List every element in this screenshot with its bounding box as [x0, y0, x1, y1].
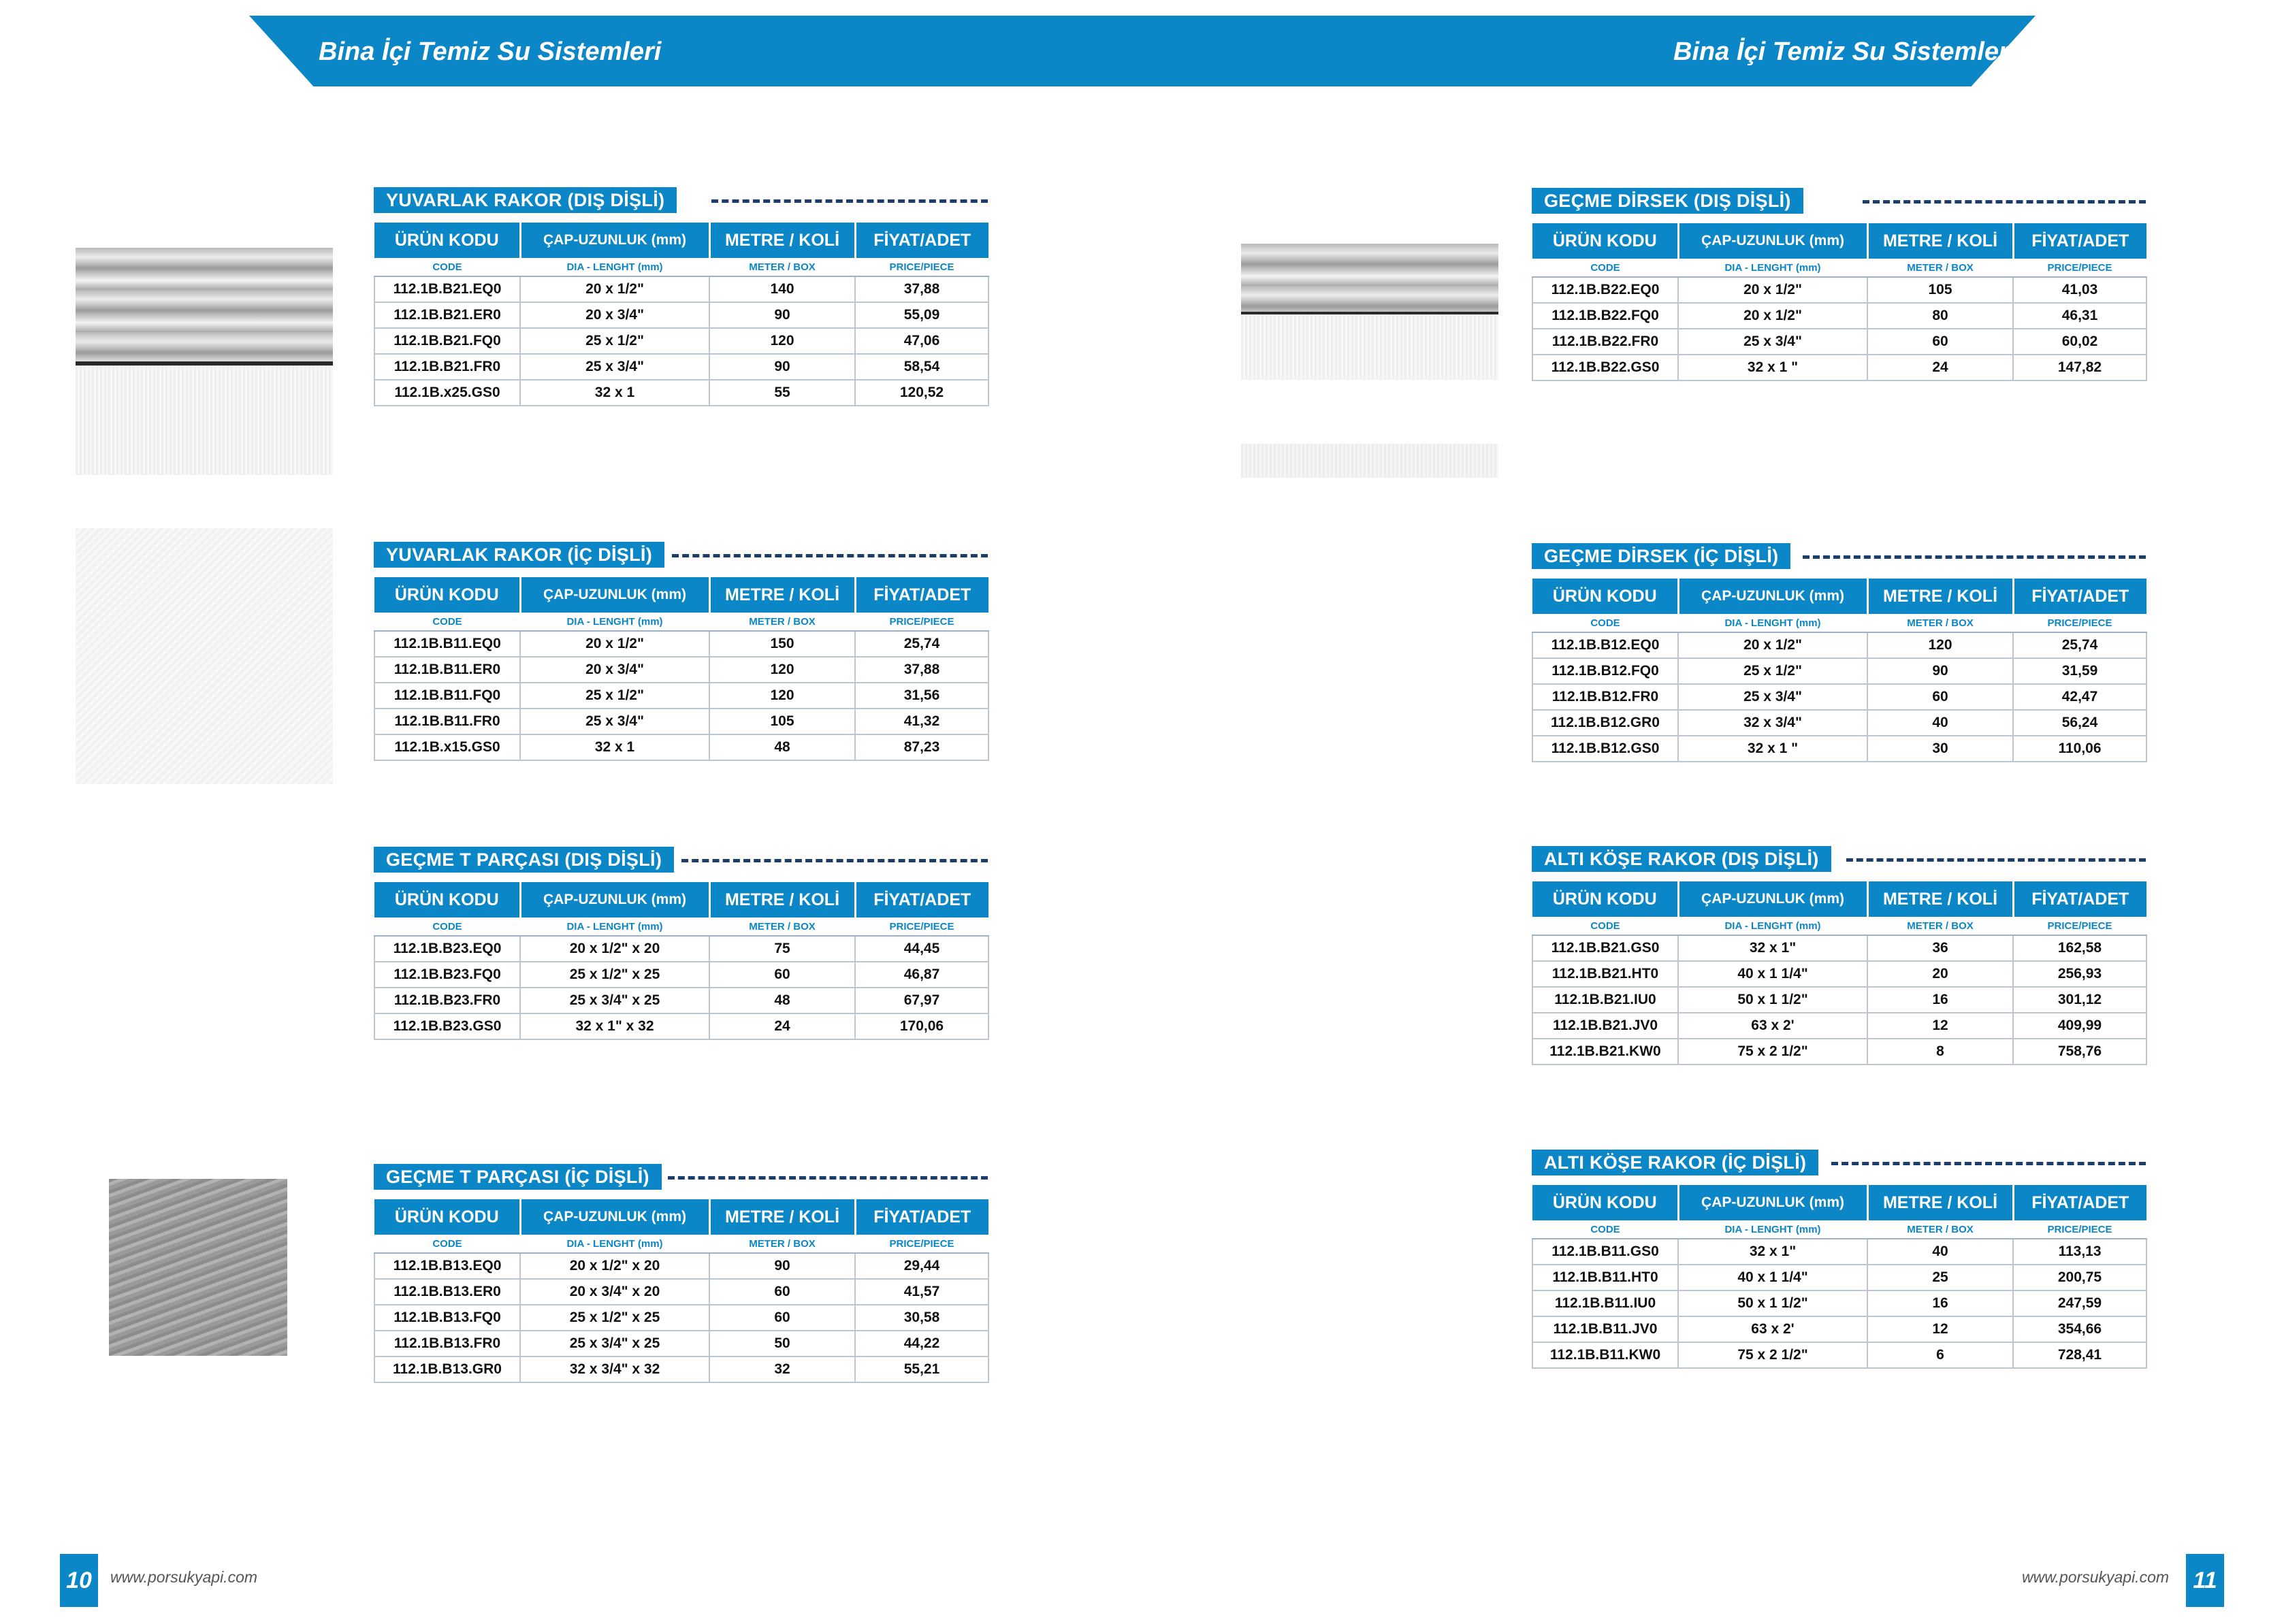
cell-product-code: 112.1B.B11.ER0: [374, 657, 520, 683]
cell-meter-box: 60: [1867, 329, 2013, 355]
cell-price: 60,02: [2013, 329, 2146, 355]
header-price: FİYAT/ADET: [2013, 223, 2146, 259]
cell-price: 37,88: [855, 276, 988, 302]
product-table: [374, 882, 989, 1040]
cell-product-code: 112.1B.B13.GR0: [374, 1357, 520, 1382]
cell-price: 46,87: [855, 962, 988, 988]
cell-price: 44,45: [855, 936, 988, 962]
cell-price: 170,06: [855, 1013, 988, 1039]
cell-product-code: 112.1B.B22.FR0: [1532, 329, 1678, 355]
header-diameter-length: ÇAP-UZUNLUK (mm): [520, 882, 709, 917]
product-section: [1532, 188, 2146, 381]
section-title: YUVARLAK RAKOR (DIŞ DİŞLİ): [374, 187, 677, 213]
cell-meter-box: 90: [709, 354, 855, 380]
cell-meter-box: 75: [709, 936, 855, 962]
table-row: [374, 683, 988, 709]
cell-meter-box: 120: [1867, 632, 2013, 658]
subheader-price-piece: PRICE/PIECE: [2013, 1220, 2146, 1239]
header-title-left: Bina İçi Temiz Su Sistemleri: [319, 37, 662, 66]
table-row: [374, 1013, 988, 1039]
cell-price: 409,99: [2013, 1013, 2146, 1039]
cell-meter-box: 150: [709, 631, 855, 657]
subheader-meter-box: METER / BOX: [1867, 259, 2013, 277]
header-diameter-length: ÇAP-UZUNLUK (mm): [520, 577, 709, 613]
section-divider: [711, 199, 988, 203]
header-product-code: ÜRÜN KODU: [1532, 579, 1678, 614]
cell-meter-box: 60: [709, 962, 855, 988]
cell-diameter-length: 25 x 1/2": [520, 683, 709, 709]
subheader-code: CODE: [374, 917, 520, 936]
page-number-left: 10: [60, 1554, 98, 1607]
table-row: [374, 1331, 988, 1357]
cell-meter-box: 48: [709, 734, 855, 760]
table-row: [374, 354, 988, 380]
cell-price: 37,88: [855, 657, 988, 683]
header-product-code: ÜRÜN KODU: [374, 1199, 520, 1235]
header-price: FİYAT/ADET: [2013, 881, 2146, 917]
header-diameter-length: ÇAP-UZUNLUK (mm): [1678, 579, 1867, 614]
table-row: [374, 709, 988, 734]
cell-price: 728,41: [2013, 1342, 2146, 1368]
cell-meter-box: 120: [709, 683, 855, 709]
table-row: [1532, 632, 2146, 658]
header-diameter-length: ÇAP-UZUNLUK (mm): [520, 1199, 709, 1235]
cell-product-code: 112.1B.B21.HT0: [1532, 961, 1678, 987]
cell-diameter-length: 25 x 3/4": [1678, 684, 1867, 710]
header-product-code: ÜRÜN KODU: [1532, 1185, 1678, 1220]
cell-meter-box: 90: [709, 1253, 855, 1279]
product-section: [374, 847, 988, 1040]
cell-price: 41,57: [855, 1279, 988, 1305]
header-meter-box: METRE / KOLİ: [709, 223, 855, 258]
product-image-yuvarlak-rakor-ic: [76, 528, 333, 784]
subheader-code: CODE: [374, 258, 520, 276]
subheader-dia-length: DIA - LENGHT (mm): [1678, 1220, 1867, 1239]
table-row: [1532, 1239, 2146, 1265]
cell-meter-box: 30: [1867, 736, 2013, 762]
cell-diameter-length: 32 x 1" x 32: [520, 1013, 709, 1039]
cell-product-code: 112.1B.B12.FQ0: [1532, 658, 1678, 684]
header-price: FİYAT/ADET: [855, 882, 988, 917]
section-title: ALTI KÖŞE RAKOR (DIŞ DİŞLİ): [1532, 846, 1831, 872]
cell-diameter-length: 25 x 1/2": [520, 328, 709, 354]
cell-meter-box: 16: [1867, 987, 2013, 1013]
cell-product-code: 112.1B.B21.EQ0: [374, 276, 520, 302]
cell-price: 147,82: [2013, 355, 2146, 380]
page-number-right: 11: [2186, 1554, 2224, 1607]
cell-meter-box: 90: [709, 302, 855, 328]
cell-meter-box: 25: [1867, 1265, 2013, 1290]
header-product-code: ÜRÜN KODU: [374, 577, 520, 613]
cell-diameter-length: 50 x 1 1/2": [1678, 987, 1867, 1013]
cell-diameter-length: 75 x 2 1/2": [1678, 1342, 1867, 1368]
cell-meter-box: 32: [709, 1357, 855, 1382]
section-divider: [1803, 555, 2146, 559]
cell-product-code: 112.1B.x25.GS0: [374, 380, 520, 406]
header-meter-box: METRE / KOLİ: [1867, 1185, 2013, 1220]
cell-diameter-length: 25 x 1/2" x 25: [520, 1305, 709, 1331]
table-row: [374, 936, 988, 962]
subheader-price-piece: PRICE/PIECE: [855, 258, 988, 276]
header-diameter-length: ÇAP-UZUNLUK (mm): [1678, 223, 1867, 259]
cell-product-code: 112.1B.B22.FQ0: [1532, 303, 1678, 329]
header-price: FİYAT/ADET: [855, 223, 988, 258]
table-row: [374, 631, 988, 657]
cell-product-code: 112.1B.B13.FQ0: [374, 1305, 520, 1331]
cell-diameter-length: 20 x 1/2" x 20: [520, 936, 709, 962]
subheader-code: CODE: [1532, 259, 1678, 277]
cell-diameter-length: 32 x 3/4": [1678, 710, 1867, 736]
subheader-price-piece: PRICE/PIECE: [2013, 259, 2146, 277]
product-table: [1532, 881, 2147, 1065]
subheader-meter-box: METER / BOX: [1867, 1220, 2013, 1239]
table-row: [1532, 1316, 2146, 1342]
cell-diameter-length: 32 x 1": [1678, 935, 1867, 961]
product-table: [1532, 223, 2147, 381]
cell-price: 113,13: [2013, 1239, 2146, 1265]
product-table: [374, 223, 989, 406]
cell-price: 41,32: [855, 709, 988, 734]
cell-product-code: 112.1B.B11.KW0: [1532, 1342, 1678, 1368]
subheader-meter-box: METER / BOX: [709, 258, 855, 276]
table-row: [1532, 303, 2146, 329]
cell-price: 47,06: [855, 328, 988, 354]
section-title: GEÇME DİRSEK (DIŞ DİŞLİ): [1532, 188, 1803, 214]
section-title: GEÇME T PARÇASI (DIŞ DİŞLİ): [374, 847, 674, 873]
header-diameter-length: ÇAP-UZUNLUK (mm): [1678, 1185, 1867, 1220]
product-image-strip: [1241, 444, 1498, 478]
cell-diameter-length: 32 x 1": [1678, 1239, 1867, 1265]
header-product-code: ÜRÜN KODU: [374, 882, 520, 917]
cell-price: 162,58: [2013, 935, 2146, 961]
cell-product-code: 112.1B.B11.EQ0: [374, 631, 520, 657]
product-section: [374, 1164, 988, 1383]
cell-product-code: 112.1B.B11.IU0: [1532, 1290, 1678, 1316]
cell-meter-box: 16: [1867, 1290, 2013, 1316]
cell-product-code: 112.1B.B11.FQ0: [374, 683, 520, 709]
cell-diameter-length: 25 x 1/2": [1678, 658, 1867, 684]
cell-price: 31,56: [855, 683, 988, 709]
cell-meter-box: 24: [1867, 355, 2013, 380]
cell-price: 42,47: [2013, 684, 2146, 710]
header-product-code: ÜRÜN KODU: [374, 223, 520, 258]
cell-diameter-length: 20 x 3/4" x 20: [520, 1279, 709, 1305]
cell-product-code: 112.1B.B22.EQ0: [1532, 277, 1678, 303]
cell-meter-box: 50: [709, 1331, 855, 1357]
cell-diameter-length: 25 x 3/4": [520, 709, 709, 734]
cell-price: 30,58: [855, 1305, 988, 1331]
header-price: FİYAT/ADET: [2013, 1185, 2146, 1220]
table-row: [1532, 684, 2146, 710]
cell-product-code: 112.1B.B13.EQ0: [374, 1253, 520, 1279]
product-section: [374, 542, 988, 761]
cell-diameter-length: 25 x 3/4" x 25: [520, 1331, 709, 1357]
header-meter-box: METRE / KOLİ: [709, 882, 855, 917]
product-image-gecme-t-ic: [109, 1179, 287, 1356]
header-price: FİYAT/ADET: [2013, 579, 2146, 614]
cell-product-code: 112.1B.B23.EQ0: [374, 936, 520, 962]
cell-price: 31,59: [2013, 658, 2146, 684]
cell-price: 354,66: [2013, 1316, 2146, 1342]
cell-product-code: 112.1B.B12.FR0: [1532, 684, 1678, 710]
cell-product-code: 112.1B.B12.GR0: [1532, 710, 1678, 736]
table-row: [374, 328, 988, 354]
cell-product-code: 112.1B.B11.FR0: [374, 709, 520, 734]
cell-meter-box: 36: [1867, 935, 2013, 961]
cell-product-code: 112.1B.B13.ER0: [374, 1279, 520, 1305]
cell-meter-box: 48: [709, 988, 855, 1013]
cell-diameter-length: 32 x 1: [520, 734, 709, 760]
cell-product-code: 112.1B.B21.FQ0: [374, 328, 520, 354]
subheader-meter-box: METER / BOX: [709, 613, 855, 631]
table-row: [1532, 710, 2146, 736]
subheader-code: CODE: [1532, 1220, 1678, 1239]
cell-meter-box: 8: [1867, 1039, 2013, 1065]
section-divider: [668, 1176, 988, 1180]
header-price: FİYAT/ADET: [855, 1199, 988, 1235]
cell-diameter-length: 25 x 3/4" x 25: [520, 988, 709, 1013]
cell-product-code: 112.1B.B11.HT0: [1532, 1265, 1678, 1290]
subheader-code: CODE: [374, 613, 520, 631]
cell-diameter-length: 20 x 1/2": [520, 276, 709, 302]
table-row: [374, 380, 988, 406]
cell-diameter-length: 20 x 1/2" x 20: [520, 1253, 709, 1279]
subheader-price-piece: PRICE/PIECE: [855, 1235, 988, 1253]
header-title-right: Bina İçi Temiz Su Sistemleri: [1673, 37, 2016, 66]
cell-diameter-length: 25 x 3/4": [1678, 329, 1867, 355]
cell-product-code: 112.1B.B23.FR0: [374, 988, 520, 1013]
section-title: GEÇME T PARÇASI (İÇ DİŞLİ): [374, 1164, 662, 1190]
header-meter-box: METRE / KOLİ: [1867, 223, 2013, 259]
cell-diameter-length: 40 x 1 1/4": [1678, 961, 1867, 987]
cell-diameter-length: 20 x 1/2": [1678, 632, 1867, 658]
cell-price: 110,06: [2013, 736, 2146, 762]
header-product-code: ÜRÜN KODU: [1532, 223, 1678, 259]
cell-product-code: 112.1B.B21.KW0: [1532, 1039, 1678, 1065]
subheader-dia-length: DIA - LENGHT (mm): [520, 613, 709, 631]
cell-product-code: 112.1B.B23.GS0: [374, 1013, 520, 1039]
section-title: ALTI KÖŞE RAKOR (İÇ DİŞLİ): [1532, 1150, 1818, 1175]
table-row: [1532, 277, 2146, 303]
table-row: [374, 734, 988, 760]
cell-price: 55,09: [855, 302, 988, 328]
product-image-yuvarlak-rakor-dis: [76, 248, 333, 475]
section-divider: [1863, 200, 2146, 204]
section-divider: [1831, 1162, 2146, 1165]
cell-product-code: 112.1B.B12.GS0: [1532, 736, 1678, 762]
product-section: [1532, 543, 2146, 762]
cell-meter-box: 12: [1867, 1316, 2013, 1342]
table-row: [374, 657, 988, 683]
cell-diameter-length: 25 x 1/2" x 25: [520, 962, 709, 988]
cell-meter-box: 60: [1867, 684, 2013, 710]
cell-price: 120,52: [855, 380, 988, 406]
table-row: [1532, 987, 2146, 1013]
cell-price: 87,23: [855, 734, 988, 760]
header-meter-box: METRE / KOLİ: [709, 577, 855, 613]
cell-price: 200,75: [2013, 1265, 2146, 1290]
table-row: [1532, 1013, 2146, 1039]
cell-meter-box: 40: [1867, 1239, 2013, 1265]
cell-product-code: 112.1B.B11.JV0: [1532, 1316, 1678, 1342]
header-meter-box: METRE / KOLİ: [1867, 881, 2013, 917]
cell-diameter-length: 75 x 2 1/2": [1678, 1039, 1867, 1065]
cell-diameter-length: 32 x 1 ": [1678, 355, 1867, 380]
cell-price: 247,59: [2013, 1290, 2146, 1316]
website-left: www.porsukyapi.com: [110, 1568, 258, 1586]
subheader-code: CODE: [1532, 917, 1678, 935]
subheader-dia-length: DIA - LENGHT (mm): [1678, 259, 1867, 277]
subheader-meter-box: METER / BOX: [1867, 614, 2013, 632]
header-price: FİYAT/ADET: [855, 577, 988, 613]
product-table: [374, 1199, 989, 1383]
subheader-meter-box: METER / BOX: [709, 1235, 855, 1253]
header-diameter-length: ÇAP-UZUNLUK (mm): [520, 223, 709, 258]
subheader-price-piece: PRICE/PIECE: [855, 917, 988, 936]
product-table: [374, 577, 989, 761]
subheader-code: CODE: [1532, 614, 1678, 632]
header-product-code: ÜRÜN KODU: [1532, 881, 1678, 917]
table-row: [1532, 658, 2146, 684]
cell-diameter-length: 50 x 1 1/2": [1678, 1290, 1867, 1316]
subheader-meter-box: METER / BOX: [1867, 917, 2013, 935]
header-meter-box: METRE / KOLİ: [1867, 579, 2013, 614]
website-right: www.porsukyapi.com: [2022, 1568, 2170, 1586]
cell-product-code: 112.1B.B21.ER0: [374, 302, 520, 328]
table-row: [374, 276, 988, 302]
cell-product-code: 112.1B.x15.GS0: [374, 734, 520, 760]
product-image-gecme-dirsek-dis: [1241, 244, 1498, 380]
cell-meter-box: 105: [709, 709, 855, 734]
table-row: [374, 1305, 988, 1331]
cell-meter-box: 20: [1867, 961, 2013, 987]
subheader-price-piece: PRICE/PIECE: [2013, 917, 2146, 935]
cell-meter-box: 120: [709, 328, 855, 354]
cell-product-code: 112.1B.B21.IU0: [1532, 987, 1678, 1013]
cell-meter-box: 6: [1867, 1342, 2013, 1368]
subheader-dia-length: DIA - LENGHT (mm): [1678, 917, 1867, 935]
cell-price: 46,31: [2013, 303, 2146, 329]
cell-product-code: 112.1B.B21.GS0: [1532, 935, 1678, 961]
table-row: [1532, 1039, 2146, 1065]
cell-meter-box: 90: [1867, 658, 2013, 684]
subheader-dia-length: DIA - LENGHT (mm): [520, 258, 709, 276]
table-row: [1532, 961, 2146, 987]
cell-diameter-length: 20 x 3/4": [520, 657, 709, 683]
cell-meter-box: 40: [1867, 710, 2013, 736]
product-section: [1532, 1150, 2146, 1369]
cell-diameter-length: 63 x 2': [1678, 1013, 1867, 1039]
cell-diameter-length: 20 x 1/2": [1678, 303, 1867, 329]
cell-meter-box: 60: [709, 1305, 855, 1331]
cell-meter-box: 120: [709, 657, 855, 683]
cell-meter-box: 105: [1867, 277, 2013, 303]
table-row: [374, 1357, 988, 1382]
subheader-meter-box: METER / BOX: [709, 917, 855, 936]
subheader-dia-length: DIA - LENGHT (mm): [520, 1235, 709, 1253]
table-row: [1532, 1342, 2146, 1368]
cell-price: 301,12: [2013, 987, 2146, 1013]
cell-diameter-length: 40 x 1 1/4": [1678, 1265, 1867, 1290]
section-divider: [1846, 858, 2146, 862]
cell-price: 55,21: [855, 1357, 988, 1382]
table-row: [374, 988, 988, 1013]
cell-meter-box: 55: [709, 380, 855, 406]
cell-diameter-length: 20 x 1/2": [1678, 277, 1867, 303]
subheader-price-piece: PRICE/PIECE: [2013, 614, 2146, 632]
table-row: [374, 1279, 988, 1305]
cell-meter-box: 12: [1867, 1013, 2013, 1039]
cell-meter-box: 24: [709, 1013, 855, 1039]
subheader-dia-length: DIA - LENGHT (mm): [1678, 614, 1867, 632]
cell-diameter-length: 20 x 1/2": [520, 631, 709, 657]
subheader-dia-length: DIA - LENGHT (mm): [520, 917, 709, 936]
section-divider: [672, 554, 988, 557]
cell-diameter-length: 32 x 3/4" x 32: [520, 1357, 709, 1382]
header-diameter-length: ÇAP-UZUNLUK (mm): [1678, 881, 1867, 917]
table-row: [1532, 1290, 2146, 1316]
cell-price: 44,22: [855, 1331, 988, 1357]
table-row: [374, 302, 988, 328]
product-section: [1532, 846, 2146, 1065]
cell-price: 25,74: [855, 631, 988, 657]
cell-product-code: 112.1B.B21.FR0: [374, 354, 520, 380]
cell-diameter-length: 32 x 1 ": [1678, 736, 1867, 762]
table-row: [374, 962, 988, 988]
cell-meter-box: 80: [1867, 303, 2013, 329]
section-title: YUVARLAK RAKOR (İÇ DİŞLİ): [374, 542, 664, 568]
subheader-code: CODE: [374, 1235, 520, 1253]
section-divider: [681, 859, 988, 862]
cell-product-code: 112.1B.B23.FQ0: [374, 962, 520, 988]
section-title: GEÇME DİRSEK (İÇ DİŞLİ): [1532, 543, 1790, 569]
cell-price: 56,24: [2013, 710, 2146, 736]
cell-product-code: 112.1B.B22.GS0: [1532, 355, 1678, 380]
table-row: [1532, 329, 2146, 355]
cell-price: 41,03: [2013, 277, 2146, 303]
product-section: [374, 187, 988, 406]
cell-price: 67,97: [855, 988, 988, 1013]
cell-product-code: 112.1B.B11.GS0: [1532, 1239, 1678, 1265]
cell-meter-box: 60: [709, 1279, 855, 1305]
subheader-price-piece: PRICE/PIECE: [855, 613, 988, 631]
cell-product-code: 112.1B.B12.EQ0: [1532, 632, 1678, 658]
cell-price: 58,54: [855, 354, 988, 380]
cell-product-code: 112.1B.B13.FR0: [374, 1331, 520, 1357]
cell-diameter-length: 20 x 3/4": [520, 302, 709, 328]
table-row: [1532, 1265, 2146, 1290]
product-table: [1532, 579, 2147, 762]
product-table: [1532, 1185, 2147, 1369]
cell-meter-box: 140: [709, 276, 855, 302]
table-row: [1532, 736, 2146, 762]
table-row: [1532, 935, 2146, 961]
table-row: [1532, 355, 2146, 380]
cell-price: 758,76: [2013, 1039, 2146, 1065]
cell-price: 29,44: [855, 1253, 988, 1279]
header-meter-box: METRE / KOLİ: [709, 1199, 855, 1235]
cell-diameter-length: 25 x 3/4": [520, 354, 709, 380]
cell-product-code: 112.1B.B21.JV0: [1532, 1013, 1678, 1039]
cell-diameter-length: 32 x 1: [520, 380, 709, 406]
cell-price: 256,93: [2013, 961, 2146, 987]
cell-price: 25,74: [2013, 632, 2146, 658]
table-row: [374, 1253, 988, 1279]
cell-diameter-length: 63 x 2': [1678, 1316, 1867, 1342]
